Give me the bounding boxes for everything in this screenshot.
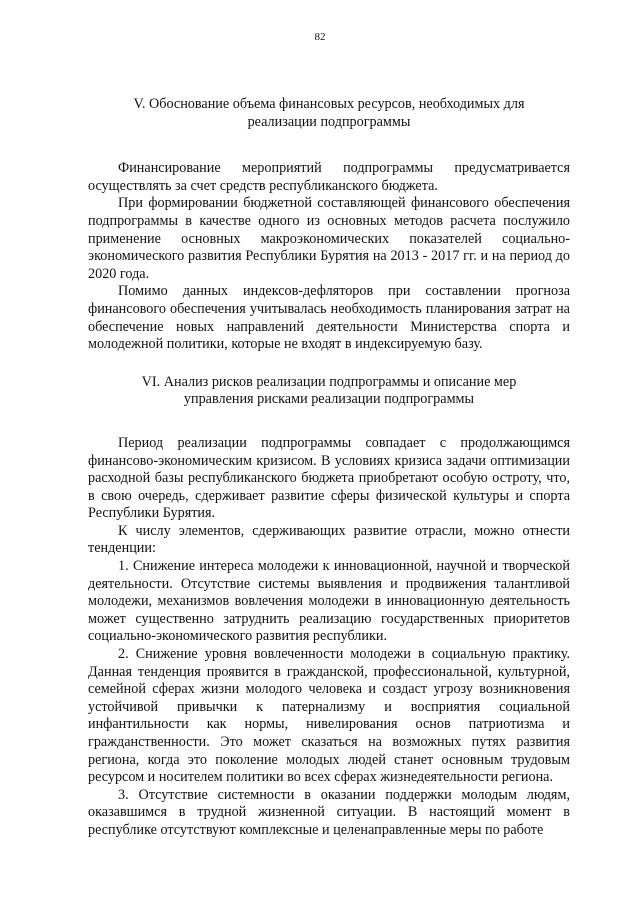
paragraph: Финансирование мероприятий подпрограммы предусматривается осуществлять за счет средств республиканского бюджета.	[88, 160, 570, 194]
list-item-paragraph: 1. Снижение интереса молодежи к инновационной, научной и творческой деятельности. Отсутствие системы выявления и продвижения талантливой молодежи, механизмов вовлечения молодежи в инновационную деятельность может существенно затруднить реализацию государственных приоритетов социально-экономического развития республики.	[88, 558, 570, 645]
page-content	[88, 88, 570, 840]
paragraph: Период реализации подпрограммы совпадает с продолжающимся финансово-экономическим кризисом. В условиях кризиса задачи оптимизации расходной базы республиканского бюджета приобретают особую остроту, что, в свою очередь, сдерживает развитие сферы физической культуры и спорта Республики Бурятия.	[88, 434, 570, 522]
heading-line: VI. Анализ рисков реализации подпрограммы и описание мер	[141, 373, 517, 390]
heading-line: V. Обоснование объема финансовых ресурсов, необходимых для	[133, 96, 525, 112]
heading-line: управления рисками реализации подпрограммы	[183, 391, 475, 408]
section-heading-risk-analysis	[88, 374, 570, 409]
paragraph: К числу элементов, сдерживающих развитие отрасли, можно отнести тенденции:	[88, 522, 570, 557]
section-heading-financial-resources	[88, 96, 570, 131]
heading-line: реализации подпрограммы	[247, 113, 411, 130]
list-item-paragraph: 2. Снижение уровня вовлеченности молодежи в социальную практику. Данная тенденция проявится в гражданской, профессиональной, культурной, семейной сферах жизни молодого человека и создаст угрозу возникновения устойчивой привычки к патернализму и восприятия социальной инфантильности как нормы, нивелирования основ патриотизма и гражданственности. Это может сказаться на возможных путях развития региона, когда это поколение молодых людей станет основным трудовым ресурсом и носителем политики во всех сферах жизнедеятельности региона.	[88, 646, 570, 786]
list-item-paragraph: 3. Отсутствие системности в оказании поддержки молодым людям, оказавшимся в трудной жизненной ситуации. В настоящий момент в республике отсутствуют комплексные и целенаправленные меры по работе	[88, 786, 570, 838]
page-number: 82	[314, 31, 326, 43]
section-body-financial-resources	[88, 160, 570, 354]
section-body-risk-analysis	[88, 435, 570, 840]
paragraph: Помимо данных индексов-дефляторов при составлении прогноза финансового обеспечения учитывалась необходимость планирования затрат на обеспечение новых направлений деятельности Министерства спорта и молодежной политики, которые не входят в индексируемую базу.	[88, 283, 570, 353]
paragraph: При формировании бюджетной составляющей финансового обеспечения подпрограммы в качестве одного из основных методов расчета послужило применение основных макроэкономических показателей социально-экономического развития Республики Бурятия на 2013 - 2017 гг. и на период до 2020 года.	[88, 195, 570, 282]
